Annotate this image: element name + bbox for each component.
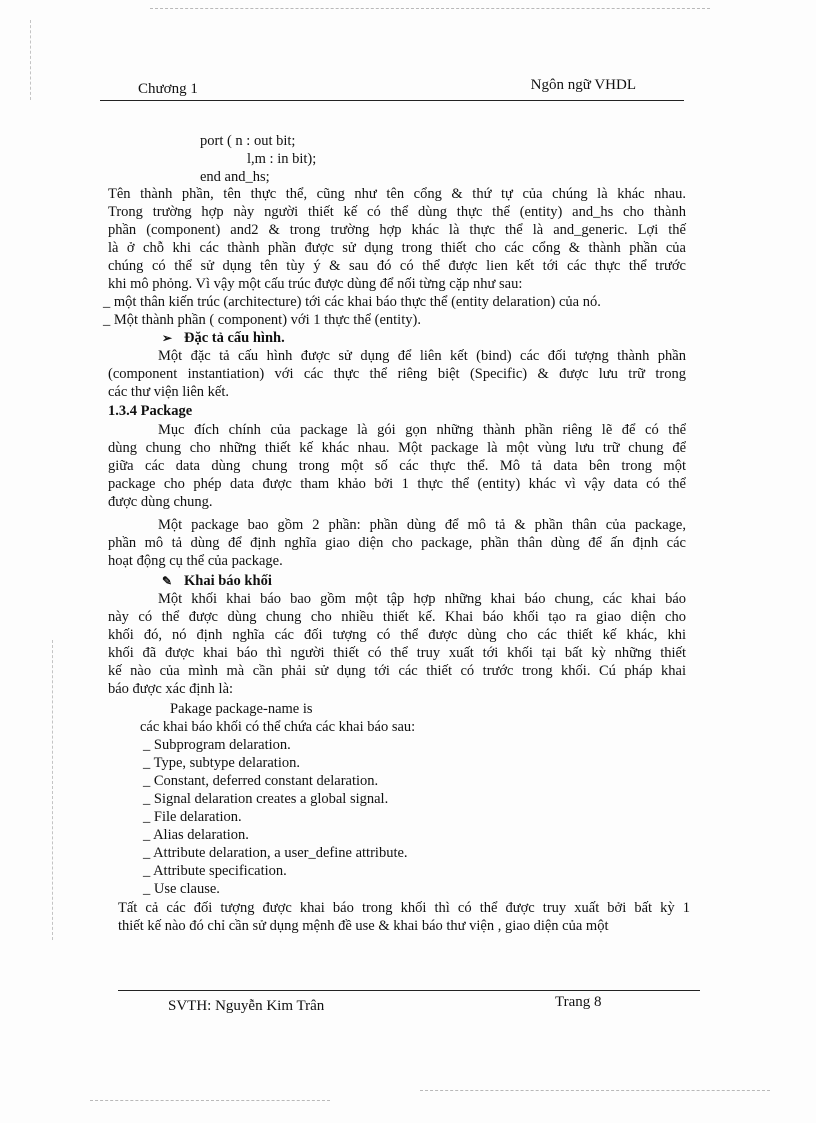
- heading-text: Đặc tả cấu hình.: [184, 330, 285, 346]
- list-item: _ Type, subtype delaration.: [143, 755, 300, 771]
- paragraph-line: package cho phép data được tham khảo bởi 1 thực thể (entity) khác vì vậy data có thể: [108, 476, 686, 492]
- paragraph-line: khi mô phỏng. Vì vậy một cấu trúc được dùng để nối từng cặp như sau:: [108, 276, 523, 292]
- paragraph-line: kế nào của mình mà cần phải sử dụng tới các thiết có trước trong khối. Cú pháp khai: [108, 663, 686, 679]
- arrow-bullet-icon: ➢: [162, 331, 173, 345]
- paragraph-line: được dùng chung.: [108, 494, 213, 510]
- list-item: _ Alias delaration.: [143, 827, 249, 843]
- paragraph-line: chúng có thể sử dụng tên tùy ý & sau đó có thể được lien kết tới các thực thể trước: [108, 258, 686, 274]
- section-heading-config: [162, 329, 285, 347]
- paragraph-line: (component instantiation) với các thực thể riêng biệt (Specific) & được lưu trữ trong: [108, 366, 686, 382]
- paragraph-line: Tất cả các đối tượng được khai báo trong khối thì có thể được truy xuất bởi bất kỳ 1: [118, 900, 690, 916]
- section-heading-package: 1.3.4 Package: [108, 403, 193, 419]
- list-item: _ File delaration.: [143, 809, 242, 825]
- paragraph-line: này có thể được dùng chung cho nhiều thiết kế. Khai báo khối tạo ra giao diện cho: [108, 609, 686, 625]
- section-heading-block: [162, 572, 272, 590]
- code-line: port ( n : out bit;: [200, 133, 296, 149]
- syntax-line: Pakage package-name is: [170, 701, 313, 717]
- pencil-bullet-icon: ✎: [162, 574, 173, 588]
- list-item: _ Attribute delaration, a user_define attribute.: [143, 845, 408, 861]
- footer-rule: [118, 990, 700, 991]
- footer-page-number: Trang 8: [555, 994, 602, 1010]
- list-item: _ Constant, deferred constant delaration.: [143, 773, 379, 789]
- paragraph-line: các khai báo khối có thể chứa các khai báo sau:: [140, 719, 416, 735]
- paragraph-line: khối đã được khai báo thì người thiết có thể truy xuất tới khối tại bất kỳ những thiết: [108, 645, 686, 661]
- list-item: _ Use clause.: [143, 881, 220, 897]
- paragraph-line: giữa các data dùng chung trong một số các thực thể. Mô tả data bên trong một: [108, 458, 686, 474]
- list-item: _ Subprogram delaration.: [143, 737, 291, 753]
- code-line: l,m : in bit);: [247, 151, 317, 167]
- paragraph-line: các thư viện liên kết.: [108, 384, 229, 400]
- paragraph-line: dùng chung cho những thiết kế khác nhau. Một package là một vùng lưu trữ chung để: [108, 440, 686, 456]
- list-item: _ Một thành phần ( component) với 1 thực thể (entity).: [103, 312, 421, 328]
- paragraph-line: hoạt động cụ thể của package.: [108, 553, 283, 569]
- paragraph-line: phần (component) and2 & trong trường hợp khác là thực thể là and_generic. Lợi thế: [108, 222, 686, 238]
- paragraph-line: khối đó, nó định nghĩa các đối tượng có thể được dùng cho các thiết kế khác, khi: [108, 627, 686, 643]
- list-item: _ một thân kiến trúc (architecture) tới các khai báo thực thể (entity delaration) của nó.: [103, 294, 601, 310]
- list-item: _ Signal delaration creates a global signal.: [143, 791, 389, 807]
- paragraph-line: thiết kế nào đó chỉ cần sử dụng mệnh đề use & khai báo thư viện , giao diện của một: [118, 918, 609, 934]
- paragraph-line: Tên thành phần, tên thực thể, cũng như tên cổng & thứ tự của chúng là khác nhau.: [108, 186, 686, 202]
- paragraph-line: Một package bao gồm 2 phần: phần dùng để mô tả & phần thân của package,: [158, 517, 686, 533]
- code-line: end and_hs;: [200, 169, 270, 185]
- subject-label: Ngôn ngữ VHDL: [530, 77, 636, 93]
- paragraph-line: Một khối khai báo bao gồm một tập hợp những khai báo chung, các khai báo: [158, 591, 686, 607]
- chapter-label: Chương 1: [138, 81, 198, 97]
- paragraph-line: phần mô tả dùng để định nghĩa giao diện cho package, phần thân dùng để ấn định các: [108, 535, 686, 551]
- paragraph-line: Trong trường hợp này người thiết kế có thể dùng thực thể (entity) and_hs cho thành: [108, 204, 686, 220]
- paragraph-line: Một đặc tả cấu hình được sử dụng để liên kết (bind) các đối tượng thành phần: [158, 348, 686, 364]
- paragraph-line: là ở chỗ khi các thành phần được sử dụng trong thiết cho các cổng & thành phần của: [108, 240, 686, 256]
- list-item: _ Attribute specification.: [143, 863, 287, 879]
- paragraph-line: Mục đích chính của package là gói gọn những thành phần riêng lẽ để có thể: [158, 422, 686, 438]
- heading-text: Khai báo khối: [184, 573, 272, 589]
- paragraph-line: báo được xác định là:: [108, 681, 234, 697]
- footer-author: SVTH: Nguyễn Kim Trân: [168, 998, 325, 1014]
